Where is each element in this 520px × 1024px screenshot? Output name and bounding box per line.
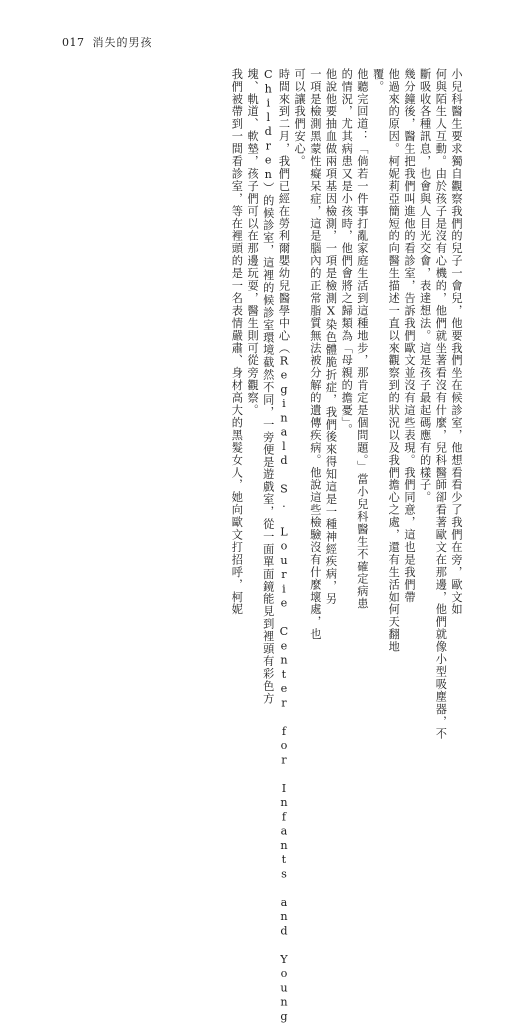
text-column: 的情況，尤其病患又是小孩時，他們會將之歸類為「母親的擔憂」。: [340, 68, 354, 436]
text-column: 何與陌生人互動。由於孩子是沒有心機的，他們就坐著看沒有什麼，兒科醫師卻看著歐文在那邊，他們就像小型吸塵器，不: [434, 68, 448, 741]
chapter-title: 消失的男孩: [92, 36, 153, 49]
text-column: 幾分鐘後，醫生把我們叫進他的看診室，告訴我們歐文並沒有這些表現。我們同意，這也是我們帶: [402, 68, 416, 604]
text-column: 時間來到二月，我們已經在勞利爾嬰幼兒醫學中心（Reginald S. Lourie Center for Infants and Young: [277, 68, 291, 1024]
text-column: 他說他要抽血做兩項基因檢測，一項是檢測X染色體脆折症，我們後來得知這是一種神經疾病，另: [324, 68, 338, 606]
text-column: 斷吸收各種訊息，也會與人目光交會，表達想法。這是孩子最起碼應有的樣子。: [418, 68, 432, 504]
page-number: 017: [62, 36, 85, 49]
text-column: 一項是檢測黑蒙性癡呆症，這是腦內的正常脂質無法被分解的遺傳疾病。他說這些檢驗沒有什麼壞處，也: [308, 68, 322, 641]
text-column: 覆。: [371, 68, 385, 93]
text-column: Children）的候診室，這裡的候診室環境截然不同，一旁便是遊戲室，從一面單面鏡能見到裡頭有彩色方: [261, 68, 275, 705]
text-column: 他聽完回道：「倘若一件事打亂家庭生活到這種地步，那肯定是個問題。」當小兒科醫生不確定病患: [355, 68, 369, 611]
text-column: 塊、軌道、軟墊，孩子們可以在那邊玩耍，醫生則可從旁觀察。: [246, 68, 260, 417]
text-column: 小兒科醫生要求獨自觀察我們的兒子一會兒，他要我們坐在候診室，他想看看少了我們在旁，歐文如: [450, 68, 463, 616]
text-column: 他過來的原因。柯妮莉亞簡短的向醫生描述一直以來觀察到的狀況以及我們擔心之處，還有生活如何天翻地: [387, 68, 401, 654]
text-column: 可以讓我們安心。: [293, 68, 307, 168]
body-text: [62, 68, 463, 1024]
running-header: [62, 34, 153, 50]
text-column: 我們被帶到一間看診室，等在裡頭的是一名表情嚴肅、身材高大的黑髮女人，她向歐文打招呼，柯妮: [230, 68, 244, 616]
